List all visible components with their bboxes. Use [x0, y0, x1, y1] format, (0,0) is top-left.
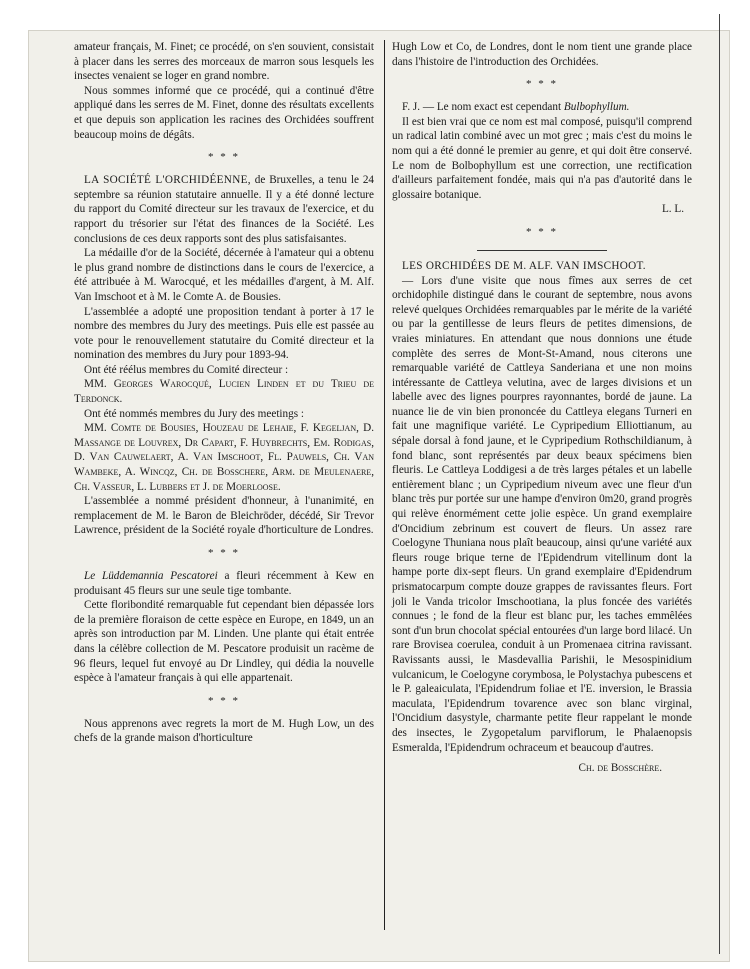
paragraph-societe — [74, 173, 374, 246]
signature-ll: L. L. — [661, 203, 684, 216]
paragraph-floribondite: Cette floribondité remarquable fut cependant bien dépassée lors de la première floraison de cette espèce en Europe, en 1849, un an après son introduction par M. Linden. Une plante qui était entrée dans la célèbre collection de M. Pescatore produisit un racème de 96 fleurs, lequel fut envoyé au Dr Lindley, qui dédia la nouvelle espèce à l'amateur français à qui elle appartenait. — [74, 599, 374, 685]
paragraph-assemblee: L'assemblée a adopté une proposition tendant à porter à 17 le nombre des membres du Jury des meetings. Puis elle est passée au vote pour le renouvellement statutaire du Comité directeur et la nomination des membres du Jury pour 1893-94. — [74, 305, 374, 362]
section-heading-societe: LA SOCIÉTÉ L'ORCHIDÉENNE, — [84, 174, 251, 187]
section-separator-stars: * * * — [208, 694, 240, 707]
paragraph-medaille: La médaille d'or de la Société, décernée à l'amateur qui a obtenu le plus grand nombre de distinctions dans le cours de l'exercice, a été attribuée à M. Warocqué, et les médailles d'argent, à M. Alf. Van Imschoot et à M. le Comte A. de Bousies. — [74, 247, 374, 303]
paragraph-resultats: Nous sommes informé que ce procédé, qui a continué d'être appliqué dans les serres de M. Finet, donne des résultats excellents et que depuis son application les racines des Orchidées souffrent beaucoup moins de dégâts. — [74, 84, 374, 141]
paragraph-jury-intro: Ont été nommés membres du Jury des meetings : — [84, 407, 304, 420]
paragraph-comite-names: MM. Georges Warocqué, Lucien Linden et du Trieu de Terdonck. — [74, 378, 374, 406]
plant-name-italic: Le Lüddemannia Pescatorei — [84, 570, 218, 582]
luddemannia-text: a fleuri récemment à Kew en produisant 45 fleurs sur une seule tige tombante. — [74, 570, 375, 597]
paragraph-bulbophyllum: Il est bien vrai que ce nom est mal composé, puisqu'il comprend un radical latin combiné avec un mot grec ; mais c'est du moins le nom qui a été donné le premier au genre, et qui doit être conservé. Le nom de Bolbophyllum est une correction, une rectification d'ailleurs parfaitement fondée, mais qui n'a pas d'autorité dans le glossaire botanique. — [392, 115, 692, 201]
societe-text: de Bruxelles, a tenu le 24 septembre sa réunion statutaire annuelle. Il y a été donné lecture du rapport du Comité directeur sur les travaux de l'exercice, et du rapport du trésorier sur l'état des finances de la Société. Les conclusions de ces deux rapports sont des plus satisfaisantes. — [74, 174, 375, 245]
paragraph-finet-procede: amateur français, M. Finet; ce procédé, on s'en souvient, consistait à placer dans les serres des morceaux de marron sous lesquels les insectes venaient se loger en grand nombre. — [74, 41, 374, 83]
horizontal-rule — [477, 250, 607, 251]
page-edge-rule — [719, 14, 720, 954]
section-separator-stars: * * * — [526, 225, 558, 238]
signature-bosschere: Ch. de Bosschère. — [578, 762, 662, 775]
right-column — [392, 40, 692, 776]
column-divider — [384, 40, 385, 930]
section-separator-stars: * * * — [208, 151, 240, 164]
paragraph-hugh-low: Nous apprenons avec regrets la mort de M. Hugh Low, un des chefs de la grande maison d'horticulture — [74, 717, 374, 745]
fj-text: F. J. — Le nom exact est cependant — [402, 101, 562, 114]
section-separator-stars: * * * — [208, 547, 240, 559]
paragraph-luddemannia — [74, 569, 374, 598]
paragraph-hugh-low-cont: Hugh Low et Co, de Londres, dont le nom tient une grande place dans l'histoire de l'introduction des Orchidées. — [392, 41, 692, 68]
section-heading-van-imschoot: LES ORCHIDÉES DE M. ALF. VAN IMSCHOOT. — [402, 259, 646, 272]
paragraph-fj — [392, 100, 692, 115]
left-column — [74, 40, 374, 746]
paragraph-president: L'assemblée a nommé président d'honneur, à l'unanimité, en remplacement de M. le Baron de Bleichröder, décédé, Sir Trevor Lawrence, président de la Société royale d'horticulture de Londres. — [74, 495, 374, 537]
paragraph-reelus: Ont été réélus membres du Comité directeur : — [84, 363, 289, 376]
section-separator-stars: * * * — [526, 78, 558, 91]
genus-name-italic: Bulbophyllum. — [563, 101, 630, 114]
paragraph-van-imschoot: — Lors d'une visite que nous fîmes aux serres de cet orchidophile distingué dans le courant de septembre, nous avons relevé quelques Orchidées remarquables par le mérite de la variété ou par la gentillesse de leurs fleurs de petites dimensions, de vraies miniatures. En attendant que nous donnions une étude complète des serres de Mont-St-Amand, nous citerons une remarquable variété de Cattleya Sanderiana et une non moins intéressante de Cattleya velutina, avec de larges divisions et un labelle avec des lignes pourpres rayonnantes, bordé de jaune. La nuance lie de vin bien prononcée du Cattleya elegans Turneri en fait une magnifique variété. Le Cypripedium Elliottianum, au sépale dorsal à fond jaune, et le Cypripedium Rothschildianum, à fond blanc, sont représentés par deux beaux spécimens bien fleuris. Le Cattleya Loddigesi a de très larges pétales et un labelle entièrement blanc ; un Cypripedium niveum avec une fleur d'un blanc très pur portée sur une hampe d'environ 0m20, grand progrès qui relève énormément cette jolie espèce. Un grand exemplaire d'Oncidium zebrinum est couvert de fleurs. Un assez rare Coelogyne Thuniana nous plaît beaucoup, ainsi qu'une variété aux fleurs rouge brique terne de l'Epidendrum vitellinum dont la hampe porte dix-sept fleurs. Un grand exemplaire d'Epidendrum prismatocarpum compte douze grappes de ravissantes fleurs. Fort joli le Vanda tricolor Imschootiana, la plus foncée des variétés connues ; le fond de la fleur est blanc pur, les taches emmêlées sont d'un brun chocolat spécial entourées d'un large bord lilacé. Un rare Brovisea coerulea, conduit à un Promenaea citrina ravissant. Ravissants aussi, le Masdevallia Parishii, le Mesospinidium vulcanicum, le Coelogyne corymbosa, le Polystachya pubescens et le P. galeaiculata, l'Epidendrum foliae et l'E. inversion, le Brassia maculata, l'Epidendrum tovarence avec son blanc virginal, l'Oncidium dasystyle, charmante petite fleur rappelant le monde des insectes, le Zygopetalum parviflorum, le Phalaenopsis Esmeralda, l'Epidendrum ochraceum et beaucoup d'autres. — [392, 274, 692, 754]
paragraph-jury-names: MM. Comte de Bousies, Houzeau de Lehaie, F. Kegeljan, D. Massange de Louvrex, Dr Capart, F. Huybrechts, Em. Rodigas, D. Van Cauwelaert, A. Van Imschoot, Fl. Pauwels, Ch. Van Wambeke, A. Wincqz, Ch. de Bosschere, Arm. de Meulenaere, Ch. Vasseur, L. Lubbers et J. de Moerloose. — [74, 422, 374, 493]
